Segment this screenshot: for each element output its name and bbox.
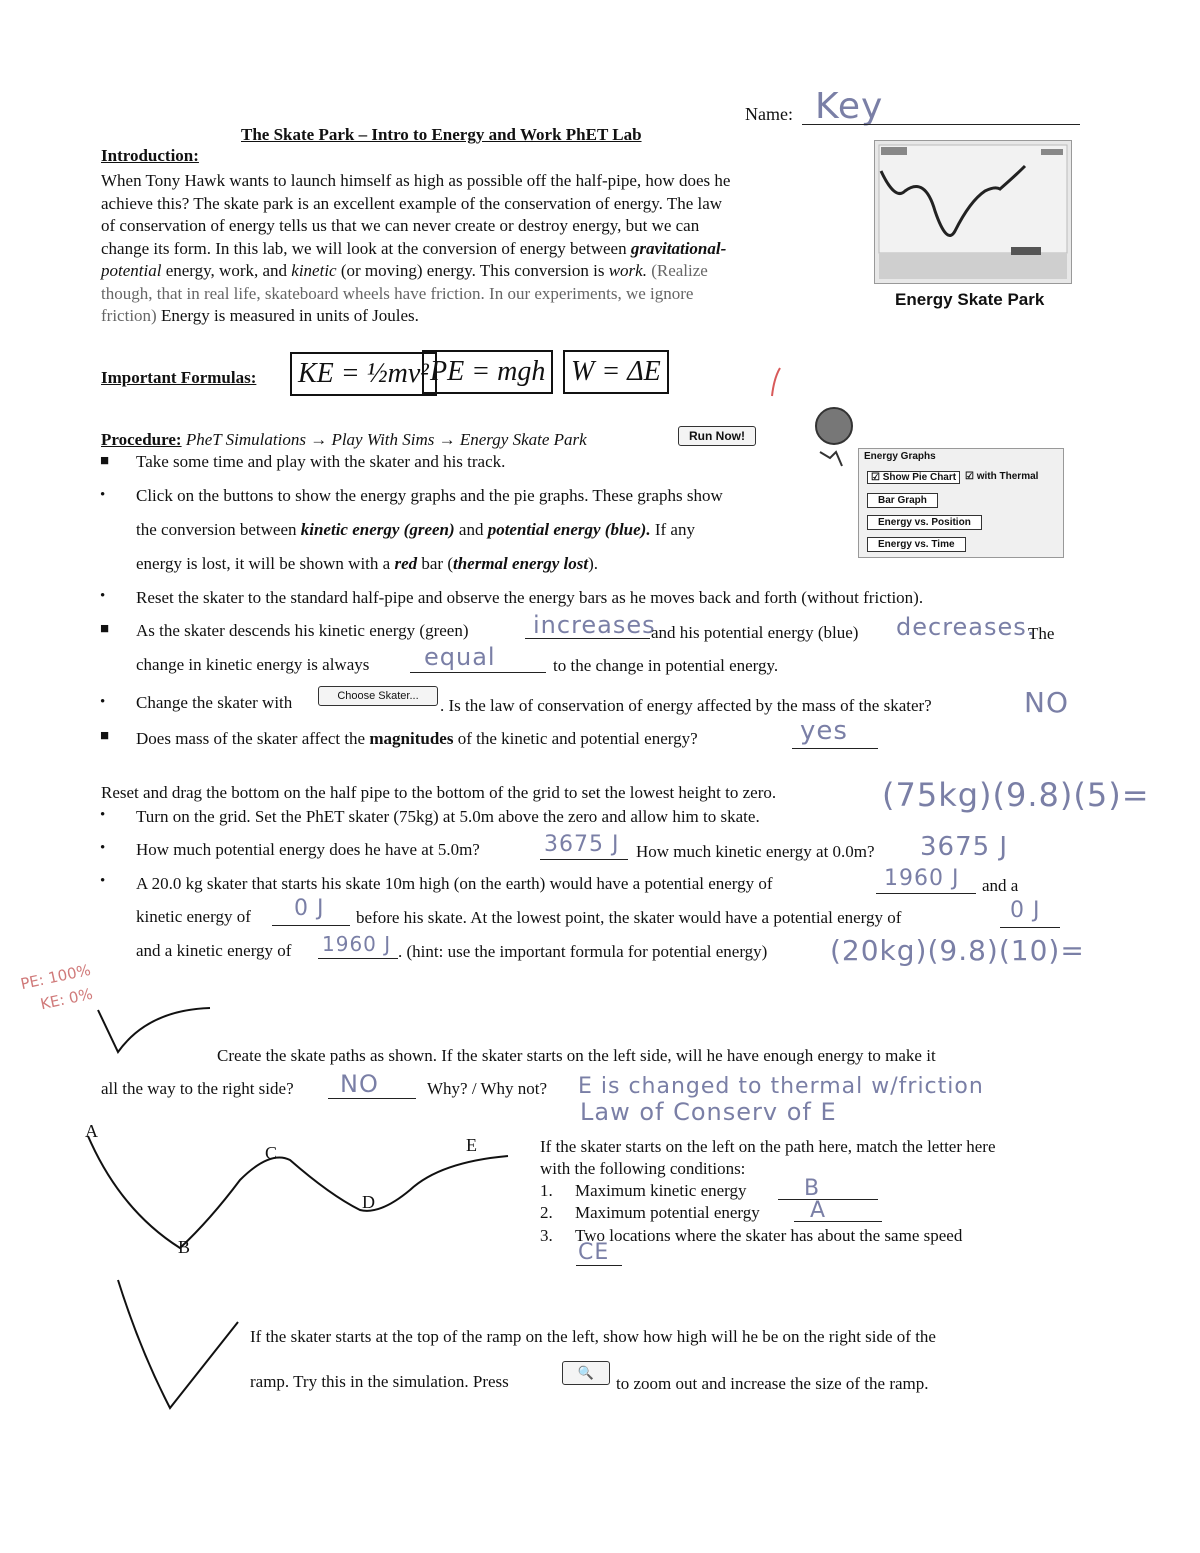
answer-no-mass: NO (1024, 686, 1069, 719)
name-value: Key (815, 86, 884, 127)
procedure-bullet-2c: energy is lost, it will be shown with a red bar (thermal energy lost). (136, 554, 598, 573)
procedure-bullet-4d: change in kinetic energy is always (136, 655, 370, 674)
path-label-c: C (265, 1143, 278, 1163)
grid-bullet-2b: How much kinetic energy at 0.0m? (636, 842, 875, 861)
formula-ke: KE = ½mv² (290, 352, 437, 396)
run-now-button[interactable]: Run Now! (678, 426, 756, 446)
answer-pe-3675: 3675 J (544, 832, 620, 857)
grid-bullet-3e: and a kinetic energy of (136, 941, 292, 960)
procedure-bullet-2b: the conversion between kinetic energy (green) and potential energy (blue). If any (136, 520, 695, 539)
show-pie-chart-checkbox[interactable]: ☑ Show Pie Chart (867, 471, 960, 484)
name-label: Name: (745, 104, 793, 124)
grid-bullet-1: Turn on the grid. Set the PhET skater (75kg) at 5.0m above the zero and allow him to skate. (136, 807, 760, 826)
page-title: The Skate Park – Intro to Energy and Work PhET Lab (241, 125, 642, 144)
path-label-d: D (362, 1192, 375, 1212)
paths-question-1a: Create the skate paths as shown. If the skater starts on the left side, will he have enough energy to make it (217, 1046, 936, 1065)
answer-why-1: E is changed to thermal w/friction (578, 1074, 984, 1099)
grid-bullet-3a: A 20.0 kg skater that starts his skate 10m high (on the earth) would have a potential energy of (136, 874, 773, 893)
intro-heading: Introduction: (101, 146, 199, 165)
skate-park-thumbnail (874, 140, 1072, 284)
procedure-bullet-5a: Change the skater with (136, 693, 293, 712)
answer-yes: yes (800, 716, 848, 746)
answer-ke-1960: 1960 J (322, 932, 392, 956)
paths-question-3c: to zoom out and increase the size of the ramp. (616, 1374, 929, 1393)
path-label-b: B (178, 1237, 191, 1257)
answer-max-ke: B (804, 1176, 821, 1201)
skate-path-sketch-2 (80, 1120, 530, 1260)
with-thermal-checkbox[interactable]: ☑ with Thermal (965, 471, 1039, 482)
procedure-bullet-4e: to the change in potential energy. (553, 656, 779, 675)
procedure-bullet-4c: The (1028, 624, 1055, 643)
procedure-bullet-1: Take some time and play with the skater and his track. (136, 452, 506, 471)
path-label-e: E (466, 1135, 477, 1155)
answer-no-path: NO (340, 1070, 379, 1098)
paths-question-1c: Why? / Why not? (427, 1079, 548, 1098)
answer-increases: increases (533, 611, 656, 639)
skater-icon (812, 404, 858, 476)
grid-bullet-3b: and a (982, 876, 1019, 895)
skate-park-caption: Energy Skate Park (895, 290, 1045, 309)
name-underline (802, 124, 1080, 125)
match-item-3: 3. Two locations where the skater has about the same speed (540, 1226, 963, 1245)
paths-question-1b: all the way to the right side? (101, 1079, 294, 1098)
answer-equal: equal (424, 643, 496, 671)
paths-question-2-intro2: with the following conditions: (540, 1159, 746, 1178)
skate-path-sketch-1 (88, 1000, 218, 1060)
bar-graph-button[interactable]: Bar Graph (867, 493, 938, 508)
formula-pe: PE = mgh (422, 350, 553, 394)
match-item-1: 1. Maximum kinetic energy (540, 1181, 747, 1200)
paths-question-3a: If the skater starts at the top of the ramp on the left, show how high will he be on the right side of the (250, 1327, 936, 1346)
formula-w: W = ΔE (563, 350, 669, 394)
path-label-a: A (85, 1121, 98, 1141)
answer-same-speed: CE (578, 1240, 610, 1265)
skate-path-sketch-3 (110, 1270, 250, 1420)
formulas-label: Important Formulas: (101, 368, 257, 387)
answer-ke-0: 0 J (294, 896, 325, 921)
procedure-line: Procedure: PheT Simulations → Play With Sims → Energy Skate Park (101, 430, 587, 449)
red-pencil-mark (766, 366, 786, 400)
answer-why-2: Law of Conserv of E (580, 1098, 837, 1126)
margin-note-ke: KE: 0% (38, 984, 95, 1014)
answer-ke-3675: 3675 J (920, 832, 1009, 862)
grid-bullet-3d: before his skate. At the lowest point, the skater would have a potential energy of (356, 908, 902, 927)
answer-pe-1960: 1960 J (884, 866, 960, 891)
procedure-bullet-2a: Click on the buttons to show the energy graphs and the pie graphs. These graphs show (136, 486, 723, 505)
procedure-bullet-5b: . Is the law of conservation of energy affected by the mass of the skater? (440, 696, 932, 715)
procedure-bullet-4b: and his potential energy (blue) (651, 623, 859, 642)
match-item-2: 2. Maximum potential energy (540, 1203, 760, 1222)
intro-paragraph: When Tony Hawk wants to launch himself as high as possible off the half-pipe, how does he achieve this? The skate park is an excellent example of the conservation of energy. The law of conservation of energy tells us that we can never create or destroy energy, but we can change its form. In this lab, we will look at the conversion of energy between gravitational- potential energy, work, and kinetic (or moving) energy. This conversion is work. (Realize though, that in real life, skateboard wheels have friction. In our experiments, we ignore friction) Energy is measured in units of Joules. (101, 171, 731, 325)
margin-note-pe: PE: 100% (18, 960, 93, 994)
choose-skater-button[interactable]: Choose Skater... (318, 686, 438, 706)
energy-graphs-title: Energy Graphs (864, 451, 936, 462)
paths-question-3b: ramp. Try this in the simulation. Press (250, 1372, 509, 1391)
magnifier-icon: 🔍 (577, 1365, 595, 1380)
grid-bullet-3f: . (hint: use the important formula for potential energy) (398, 942, 768, 961)
energy-vs-position-button[interactable]: Energy vs. Position (867, 515, 982, 530)
note-20kg-calc: (20kg)(9.8)(10)= (830, 934, 1085, 967)
answer-max-pe: A (810, 1198, 827, 1223)
procedure-bullet-6: Does mass of the skater affect the magnitudes of the kinetic and potential energy? (136, 729, 698, 748)
answer-pe-0: 0 J (1010, 898, 1041, 923)
procedure-bullet-4a: As the skater descends his kinetic energy (green) (136, 621, 469, 640)
energy-vs-time-button[interactable]: Energy vs. Time (867, 537, 966, 552)
zoom-button[interactable] (562, 1361, 610, 1385)
skate-park-thumbnail-drawing (875, 141, 1071, 283)
grid-bullet-3c: kinetic energy of (136, 907, 251, 926)
note-75kg-calc: (75kg)(9.8)(5)= (882, 776, 1150, 814)
paths-question-2-intro1: If the skater starts on the left on the path here, match the letter here (540, 1137, 996, 1156)
grid-bullet-2a: How much potential energy does he have at 5.0m? (136, 840, 480, 859)
energy-graphs-panel (858, 448, 1064, 558)
procedure-bullet-3: Reset the skater to the standard half-pipe and observe the energy bars as he moves back and forth (without friction). (136, 588, 924, 607)
grid-reset-text: Reset and drag the bottom on the half pipe to the bottom of the grid to set the lowest height to zero. (101, 783, 777, 802)
answer-decreases: decreases. (896, 613, 1036, 641)
